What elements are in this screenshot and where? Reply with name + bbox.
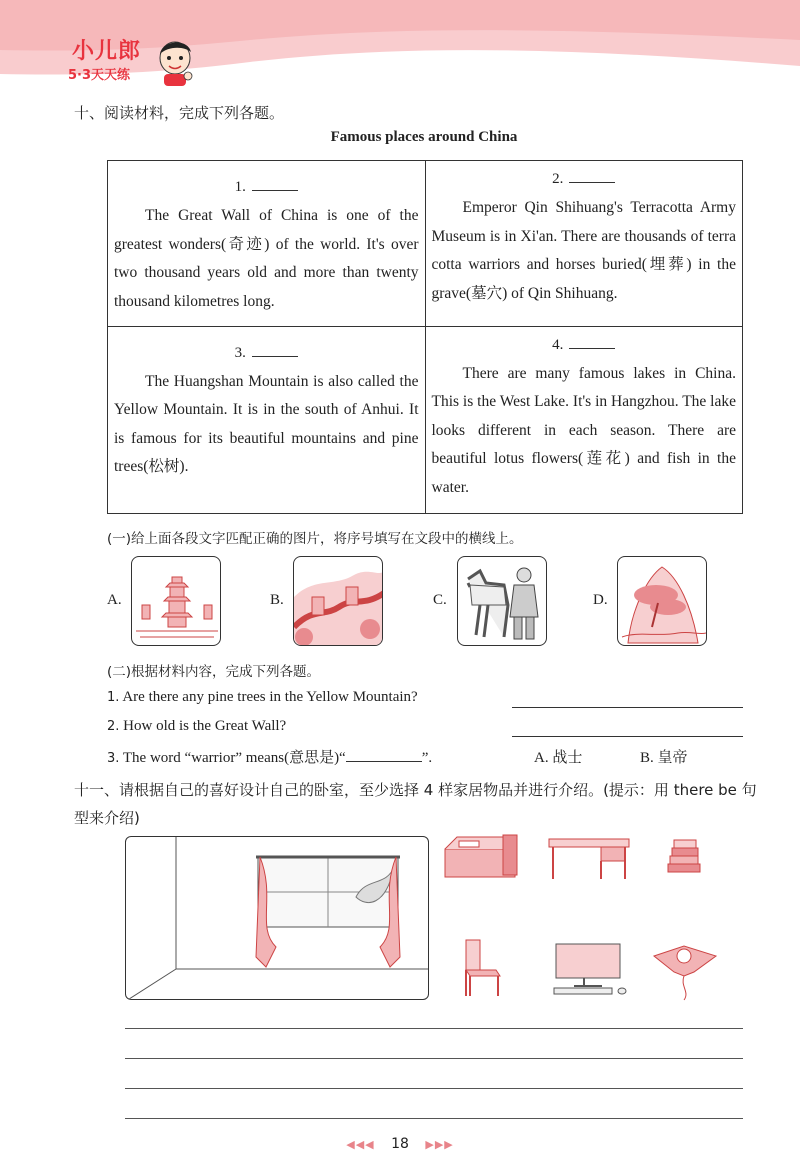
- answer-blank[interactable]: [252, 345, 298, 357]
- writing-line-2[interactable]: [125, 1058, 743, 1059]
- writing-line-3[interactable]: [125, 1088, 743, 1089]
- brand-logo: [62, 34, 202, 90]
- brand-title: 小儿郎: [72, 39, 142, 64]
- bedroom-illustration: [125, 836, 429, 1000]
- brand-subtitle: 5·3天天练: [68, 68, 131, 83]
- great-wall-icon: [293, 556, 383, 646]
- question-text: Are there any pine trees in the Yellow Mountain?: [122, 689, 418, 705]
- option-b[interactable]: B. 皇帝: [640, 750, 688, 766]
- books-icon[interactable]: [664, 838, 704, 878]
- page-footer: [0, 1136, 800, 1152]
- next-arrows-icon: ▶▶▶: [425, 1138, 454, 1151]
- page-number: 18: [391, 1136, 409, 1152]
- answer-blank[interactable]: [346, 748, 422, 762]
- question-number: 3.: [107, 751, 120, 766]
- mountain-pine-icon: [617, 556, 707, 646]
- pagoda-lake-icon: [131, 556, 221, 646]
- question-2: [107, 718, 286, 735]
- places-table: [107, 160, 743, 514]
- table-cell-2: [425, 161, 743, 327]
- cell-number: 3.: [234, 344, 246, 361]
- question-1: [107, 689, 418, 706]
- mascot-icon: [154, 36, 196, 86]
- table-title: Famous places around China: [330, 129, 518, 145]
- chair-icon[interactable]: [458, 938, 504, 1002]
- cell-number: 1.: [234, 179, 246, 195]
- table-cell-3: [108, 326, 426, 513]
- part-2-instructions: (二)根据材料内容，完成下列各题。: [107, 664, 321, 680]
- writing-line-1[interactable]: [125, 1028, 743, 1029]
- picture-letter: B.: [270, 592, 284, 608]
- writing-line-4[interactable]: [125, 1118, 743, 1119]
- cell-text: Emperor Qin Shihuang's Terracotta Army Museum is in Xi'an. There are thousands of terra cotta warriors and horses buried(埋葬) in the grave(墓穴) of Qin Shihuang.: [431, 199, 736, 302]
- question-number: 1.: [107, 690, 120, 705]
- table-cell-1: [108, 161, 426, 327]
- cell-text: The Huangshan Mountain is also called the Yellow Mountain. It is in the south of Anhui. It is famous for its beautiful mountains and pine trees(松树).: [114, 372, 419, 476]
- question-text: The word “warrior” means(意思是)“: [122, 750, 346, 766]
- picture-letter: D.: [593, 592, 608, 608]
- cell-number: 2.: [552, 171, 564, 187]
- option-a[interactable]: A. 战士: [534, 750, 583, 766]
- answer-blank[interactable]: [252, 179, 298, 191]
- question-text-end: ”.: [421, 750, 433, 766]
- answer-blank[interactable]: [569, 337, 615, 349]
- terracotta-warrior-icon: [457, 556, 547, 646]
- answer-line-2[interactable]: [512, 736, 743, 737]
- bed-icon[interactable]: [443, 833, 519, 885]
- cell-text: There are many famous lakes in China. This is the West Lake. It's in Hangzhou. The lake looks different in each season. There are beautiful lotus flowers(莲花) and fish in the water.: [431, 364, 736, 496]
- prev-arrows-icon: ◀◀◀: [346, 1138, 375, 1151]
- question-3: [107, 746, 432, 767]
- question-text: How old is the Great Wall?: [123, 718, 287, 734]
- part-1-instructions: (一)给上面各段文字匹配正确的图片，将序号填写在文段中的横线上。: [107, 531, 523, 547]
- answer-blank[interactable]: [569, 171, 615, 183]
- section-11-heading: 十一、请根据自己的喜好设计自己的卧室，至少选择 4 样家居物品并进行介绍。(提示：用 there be 句型来介绍): [74, 781, 757, 827]
- section-10-heading: 十、阅读材料，完成下列各题。: [74, 104, 285, 122]
- kite-icon[interactable]: [650, 936, 720, 1006]
- table-cell-4: [425, 326, 743, 513]
- cell-text: The Great Wall of China is one of the greatest wonders(奇迹) of the world. It's over two thousand years old and more than twenty thousand kilometres long.: [114, 207, 419, 310]
- desk-icon[interactable]: [547, 837, 631, 885]
- answer-line-1[interactable]: [512, 707, 743, 708]
- cell-number: 4.: [552, 336, 564, 353]
- computer-icon[interactable]: [552, 942, 632, 1002]
- picture-letter: C.: [433, 592, 447, 608]
- question-number: 2.: [107, 719, 120, 734]
- picture-letter: A.: [107, 592, 122, 608]
